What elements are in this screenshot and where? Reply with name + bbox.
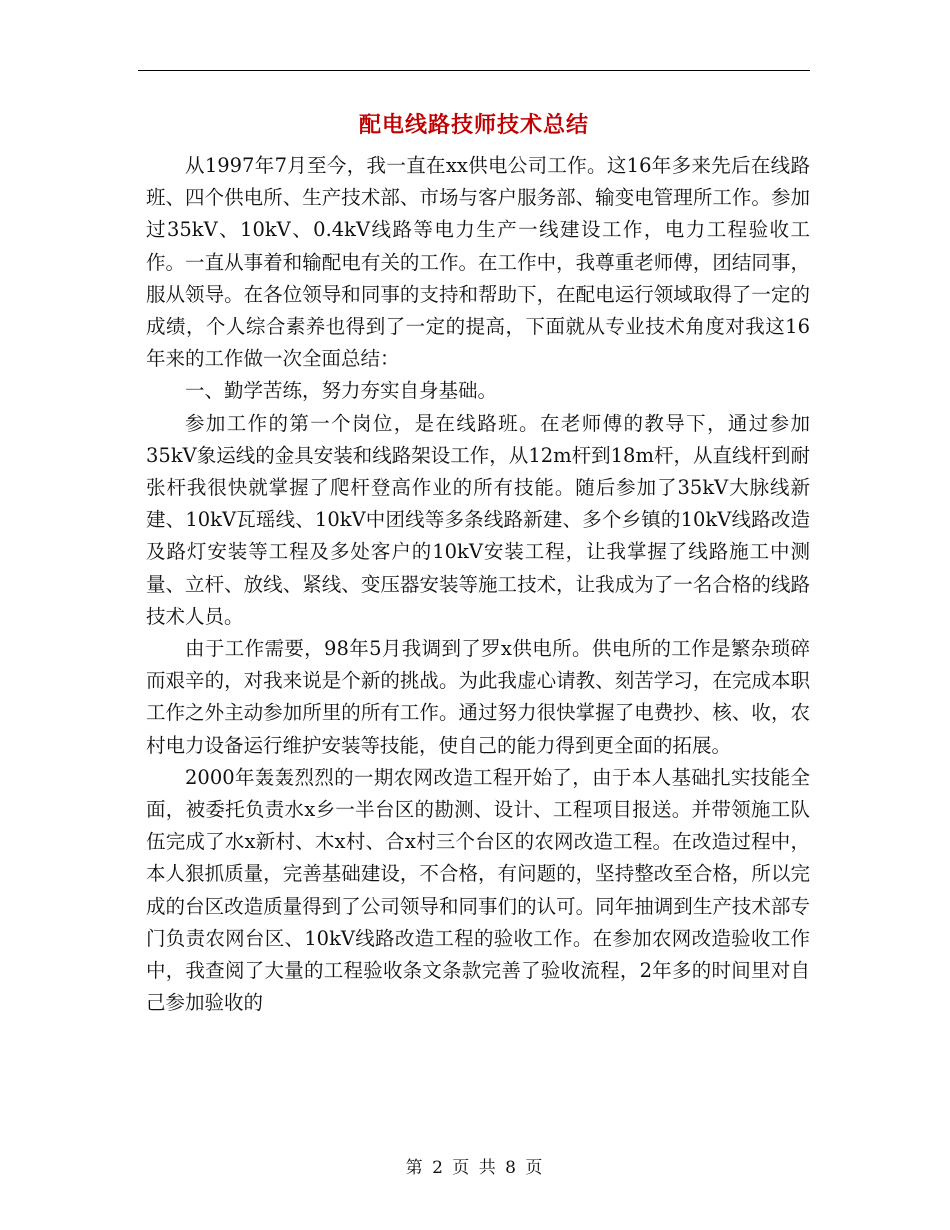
header-rule bbox=[138, 70, 810, 71]
document-body bbox=[146, 150, 810, 1019]
paragraph: 从1997年7月至今，我一直在xx供电公司工作。这16年多来先后在线路班、四个供电所、生产技术部、市场与客户服务部、输变电管理所工作。参加过35kV、10kV、0.4kV线路等电力生产一线建设工作，电力工程验收工作。一直从事着和输配电有关的工作。在工作中，我尊重老师傅，团结同事，服从领导。在各位领导和同事的支持和帮助下，在配电运行领域取得了一定的成绩，个人综合素养也得到了一定的提高，下面就从专业技术角度对我这16年来的工作做一次全面总结： bbox=[146, 154, 810, 371]
paragraph: 参加工作的第一个岗位，是在线路班。在老师傅的教导下，通过参加35kV象运线的金具安装和线路架设工作，从12m杆到18m杆，从直线杆到耐张杆我很快就掌握了爬杆登高作业的所有技能。随后参加了35kV大脉线新建、10kV瓦瑶线、10kV中团线等多条线路新建、多个乡镇的10kV线路改造及路灯安装等工程及多处客户的10kV安装工程，让我掌握了线路施工中测量、立杆、放线、紧线、变压器安装等施工技术，让我成为了一名合格的线路技术人员。 bbox=[146, 411, 810, 628]
section-heading: 一、勤学苦练，努力夯实自身基础。 bbox=[185, 379, 498, 403]
page-footer: 第 2 页 共 8 页 bbox=[405, 1158, 545, 1178]
paragraph: 由于工作需要，98年5月我调到了罗x供电所。供电所的工作是繁杂琐碎而艰辛的，对我来说是个新的挑战。为此我虚心请教、刻苦学习，在完成本职工作之外主动参加所里的所有工作。通过努力很快掌握了电费抄、核、收，农村电力设备运行维护安装等技能，使自己的能力得到更全面的拓展。 bbox=[146, 637, 810, 757]
paragraph: 2000年轰轰烈烈的一期农网改造工程开始了，由于本人基础扎实技能全面，被委托负责水x乡一半台区的勘测、设计、工程项目报送。并带领施工队伍完成了水x新村、木x村、合x村三个台区的农网改造工程。在改造过程中，本人狠抓质量，完善基础建设，不合格，有问题的，坚持整改至合格，所以完成的台区改造质量得到了公司领导和同事们的认可。同年抽调到生产技术部专门负责农网台区、10kV线路改造工程的验收工作。在参加农网改造验收工作中，我查阅了大量的工程验收条文条款完善了验收流程，2年多的时间里对自己参加验收的 bbox=[146, 765, 810, 1015]
document-title: 配电线路技师技术总结 bbox=[358, 112, 589, 138]
